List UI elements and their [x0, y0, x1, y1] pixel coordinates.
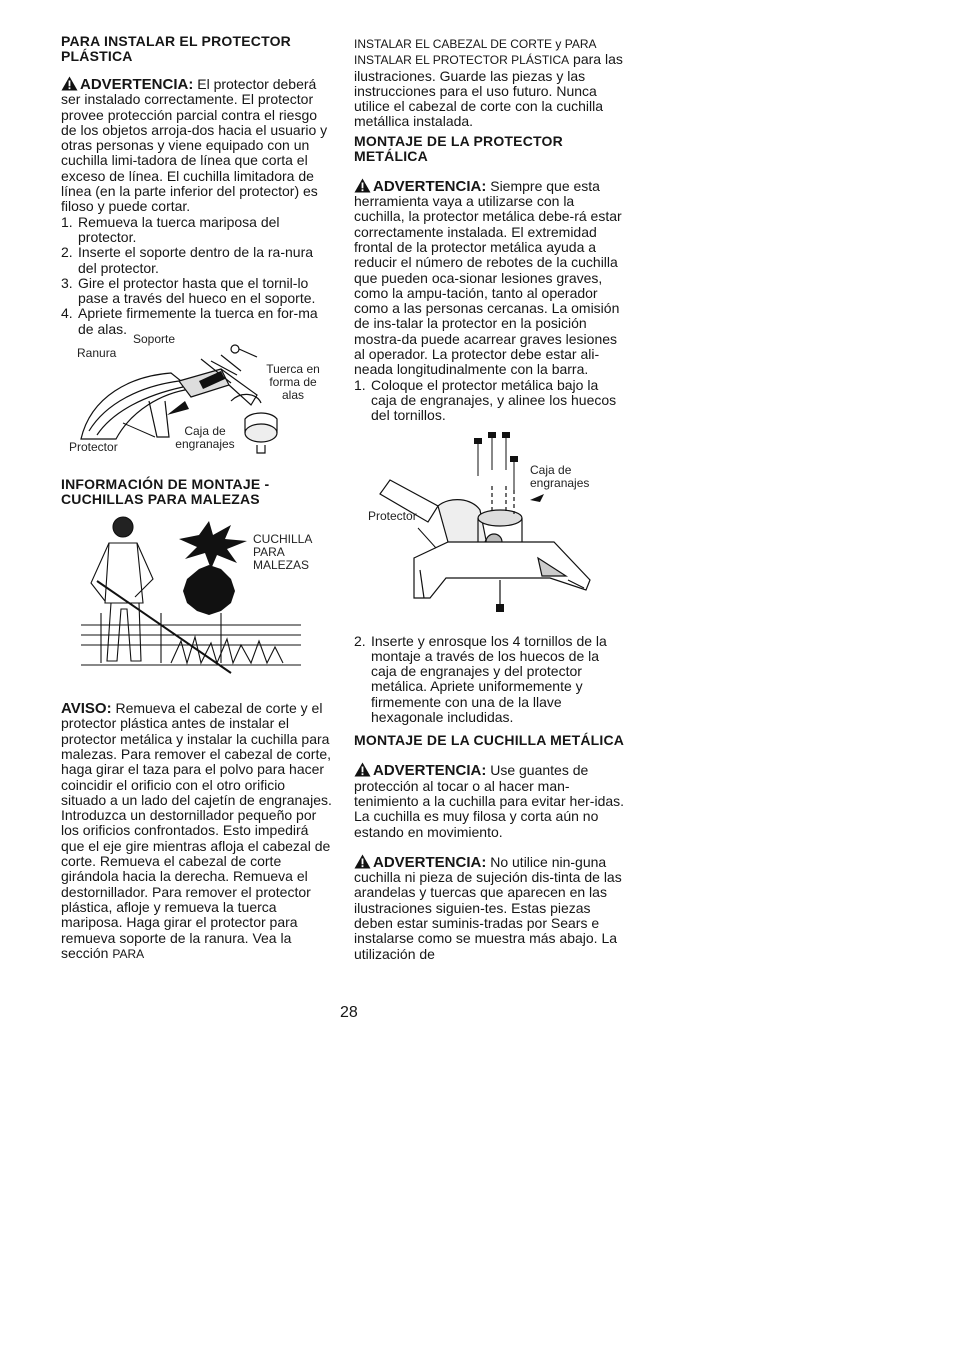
list-item: 3. Gire el protector hasta que el tornil-lo pase a través del hueco en el soporte.: [61, 274, 316, 307]
left-column: [61, 34, 333, 962]
metal-guard-steps: [354, 378, 626, 424]
warning-triangle-icon: [354, 178, 371, 193]
install-steps: [61, 215, 333, 337]
label-ranura: Ranura: [77, 346, 117, 361]
warning-text: Siempre que esta herramienta vaya a utilizarse con la cuchilla, la protector metálica debe-rá estar correctamente instalada. El extremidad frontal de la protector metálica ayuda a reducir el número de rebotes de la cuchilla que pueden oca-sionar lesiones graves, como la ampu-tación, tanto al operador como a las personas cercanas. La omisión de ins-talar la protector en la posición mostra-da puede acarrear graves lesiones al operador. La protector debe estar ali-neada longitudinalmente con la barra.: [354, 177, 622, 378]
label-caja: Caja de engranajes: [175, 424, 235, 452]
page-number: 28: [340, 1004, 358, 1021]
label-soporte: Soporte: [133, 332, 176, 347]
continuation-text: para las ilustraciones. Guarde las piezas y las instrucciones para el uso futuro. Nunca utilice el cabezal de corte con la cuchilla metállica instalada.: [354, 51, 623, 130]
warning-paragraph: [61, 76, 333, 215]
warning-triangle-icon: [354, 854, 371, 869]
warning-label: ADVERTENCIA:: [80, 76, 194, 93]
section-title-protector-plastica: PARA INSTALAR EL PROTECTOR PLÁSTICA: [61, 33, 291, 64]
list-item: 1. Remueva la tuerca mariposa del protector.: [61, 213, 280, 245]
label-tuerca: Tuerca en forma de alas: [266, 362, 320, 403]
list-item: 1. Coloque el protector metálica bajo la caja de engranajes, y alinee los huecos del tornillos.: [354, 376, 617, 424]
warning-text: El protector deberá ser instalado correctamente. El protector provee protección parcial contra el riesgo de los objetos arroja-dos hacia el usuario y otras personas y viene equipado con un cuchilla limi-tadora de línea que corta el exceso de línea. El cuchilla limitadora de línea (en la parte inferior del protector) es filoso y puede cortar.: [61, 76, 328, 215]
continuation-paragraph: [354, 36, 626, 130]
warning-text: Use guantes de protección al tocar o al hacer man-tenimiento a la cuchilla para evitar her-idas. La cuchilla es muy filosa y corta aún no estando en movimiento.: [354, 762, 625, 840]
warning-text: No utilice nin-guna cuchilla ni pieza de sujeción dis-tinta de las arandelas y tuercas que aparecen en las ilustraciones siguien-tes. Estas piezas deben estar suminis-tradas por Sears e instalarse como se muestra más abajo. La utilización de: [354, 853, 622, 962]
aviso-text: Remueva el cabezal de corte y el protector plástica antes de instalar el protector metálica y instalar la cuchilla para malezas. Para remover el cabezal de corte, haga girar el taza para el polvo para hacer coincidir el orificio con el otro orificio situado a un lado del cajetín de engranajes. Introduzca un destornillador pequeño por los orificios confrontados. Esto impedirá que el eje gire mientras afloja el cabezal de corte. Remueva el cabezal de corte girándola hacia la derecha. Remueva el destornillador. Para remover el protector plástica, afloje y remueva la tuerca mariposa. Haga girar el protector para remueva soporte de la ranura. Vea la sección: [61, 700, 332, 961]
right-column: [354, 34, 626, 962]
section-title-informacion-montaje: INFORMACIÓN DE MONTAJE - CUCHILLAS PARA MALEZAS: [61, 476, 270, 508]
warning-label: ADVERTENCIA:: [373, 853, 487, 871]
figure-plastic-guard: [61, 332, 333, 469]
warning-paragraph: [354, 178, 626, 378]
list-item: 2. Inserte y enrosque los 4 tornillos de la montaje a través de los huecos de la caja de engranajes y del protector metálica. Apriete uniformemente y firmemente con una de la llave hexagonale includidas.: [354, 632, 607, 726]
metal-guard-steps-continued: [354, 634, 626, 726]
list-item: 4. Apriete firmemente la tuerca en for-ma de alas.: [61, 305, 318, 337]
aviso-tail: PARA: [112, 946, 145, 961]
warning-triangle-icon: [61, 76, 78, 91]
section-title-cuchilla-metalica: MONTAJE DE LA CUCHILLA METÁLICA: [354, 732, 625, 749]
warning-triangle-icon: [354, 762, 371, 777]
aviso-paragraph: [61, 701, 333, 962]
label-protector-metalica: Protector: [368, 508, 417, 523]
list-item: 2. Inserte el soporte dentro de la ra-nura del protector.: [61, 244, 314, 276]
label-cuchilla-malezas: CUCHILLA PARA MALEZAS: [253, 532, 312, 573]
figure-brush-blade: [61, 513, 333, 693]
aviso-label: AVISO:: [61, 700, 112, 718]
warning-label: ADVERTENCIA:: [373, 177, 487, 195]
warning-paragraph: [354, 762, 626, 839]
section-title-protector-metalica: MONTAJE DE LA PROTECTOR METÁLICA: [354, 132, 563, 164]
warning-label: ADVERTENCIA:: [373, 762, 487, 780]
metal-guard-illustration: [354, 430, 626, 626]
label-caja-engranajes: Caja de engranajes: [530, 462, 590, 490]
warning-paragraph: [354, 854, 626, 962]
figure-metal-guard: [354, 430, 626, 626]
continuation-caps: INSTALAR EL CABEZAL DE CORTE y PARA INSTALAR EL PROTECTOR PLÁSTICA: [354, 37, 596, 68]
label-protector: Protector: [69, 440, 118, 455]
